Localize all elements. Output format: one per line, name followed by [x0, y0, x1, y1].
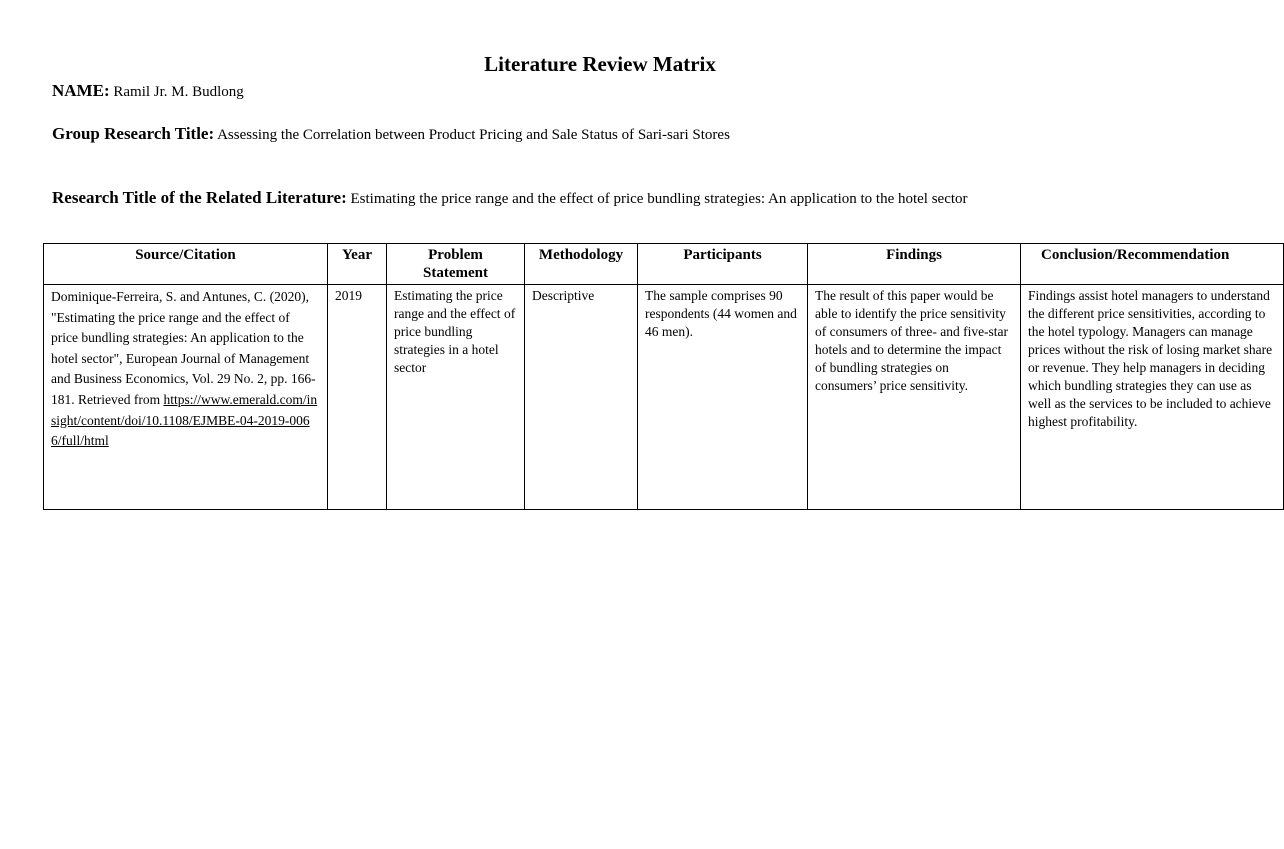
header-year: Year — [328, 244, 387, 285]
group-research-title-field — [52, 124, 730, 144]
review-matrix-container — [43, 243, 1273, 513]
name-label: NAME: — [52, 81, 110, 100]
group-research-title-label: Group Research Title: — [52, 124, 215, 143]
cell-findings: The result of this paper would be able to identify the price sensitivity of consumers of three- and five-star hotels and to determine the impact of bundling strategies on consumers’ price sensitivity. — [808, 285, 1021, 510]
header-conclusion: Conclusion/Recommendation — [1021, 244, 1284, 285]
review-matrix-table — [43, 243, 1284, 510]
header-findings: Findings — [808, 244, 1021, 285]
cell-citation — [44, 285, 328, 510]
related-literature-title-value: Estimating the price range and the effect of price bundling strategies: An application to the hotel sector — [350, 191, 968, 207]
header-methodology: Methodology — [525, 244, 638, 285]
name-value: Ramil Jr. M. Budlong — [113, 84, 244, 100]
matrix-header-row — [44, 244, 1284, 285]
cell-participants: The sample comprises 90 respondents (44 women and 46 men). — [638, 285, 808, 510]
citation-link[interactable]: https://www.emerald.com/insight/content/doi/10.1108/EJMBE-04-2019-0066/full/html — [51, 391, 318, 449]
cell-year: 2019 — [328, 285, 387, 510]
table-row — [44, 285, 1284, 510]
cell-methodology: Descriptive — [525, 285, 638, 510]
related-literature-title-label: Research Title of the Related Literature: — [52, 188, 347, 207]
name-field — [52, 81, 244, 101]
page-title: Literature Review Matrix — [484, 52, 716, 76]
cell-conclusion: Findings assist hotel managers to understand the different price sensitivities, according to the hotel typology. Managers can manage prices without the risk of losing market share or revenue. They help managers in deciding which bundling strategies they can use as well as the services to be included to achieve highest profitability. — [1021, 285, 1284, 510]
related-literature-title-field — [52, 188, 968, 208]
group-research-title-value: Assessing the Correlation between Product Pricing and Sale Status of Sari-sari Stores — [217, 127, 730, 143]
header-participants: Participants — [638, 244, 808, 285]
cell-problem-statement: Estimating the price range and the effect of price bundling strategies in a hotel sector — [387, 285, 525, 510]
header-problem-statement: Problem Statement — [387, 244, 525, 285]
citation-text: Dominique-Ferreira, S. and Antunes, C. (2020), "Estimating the price range and the effect of price bundling strategies: An application to the hotel sector", European Journal of Management and Business Economics, Vol. 29 No. 2, pp. 166-181. Retrieved from — [51, 289, 316, 407]
header-source-citation: Source/Citation — [44, 244, 328, 285]
